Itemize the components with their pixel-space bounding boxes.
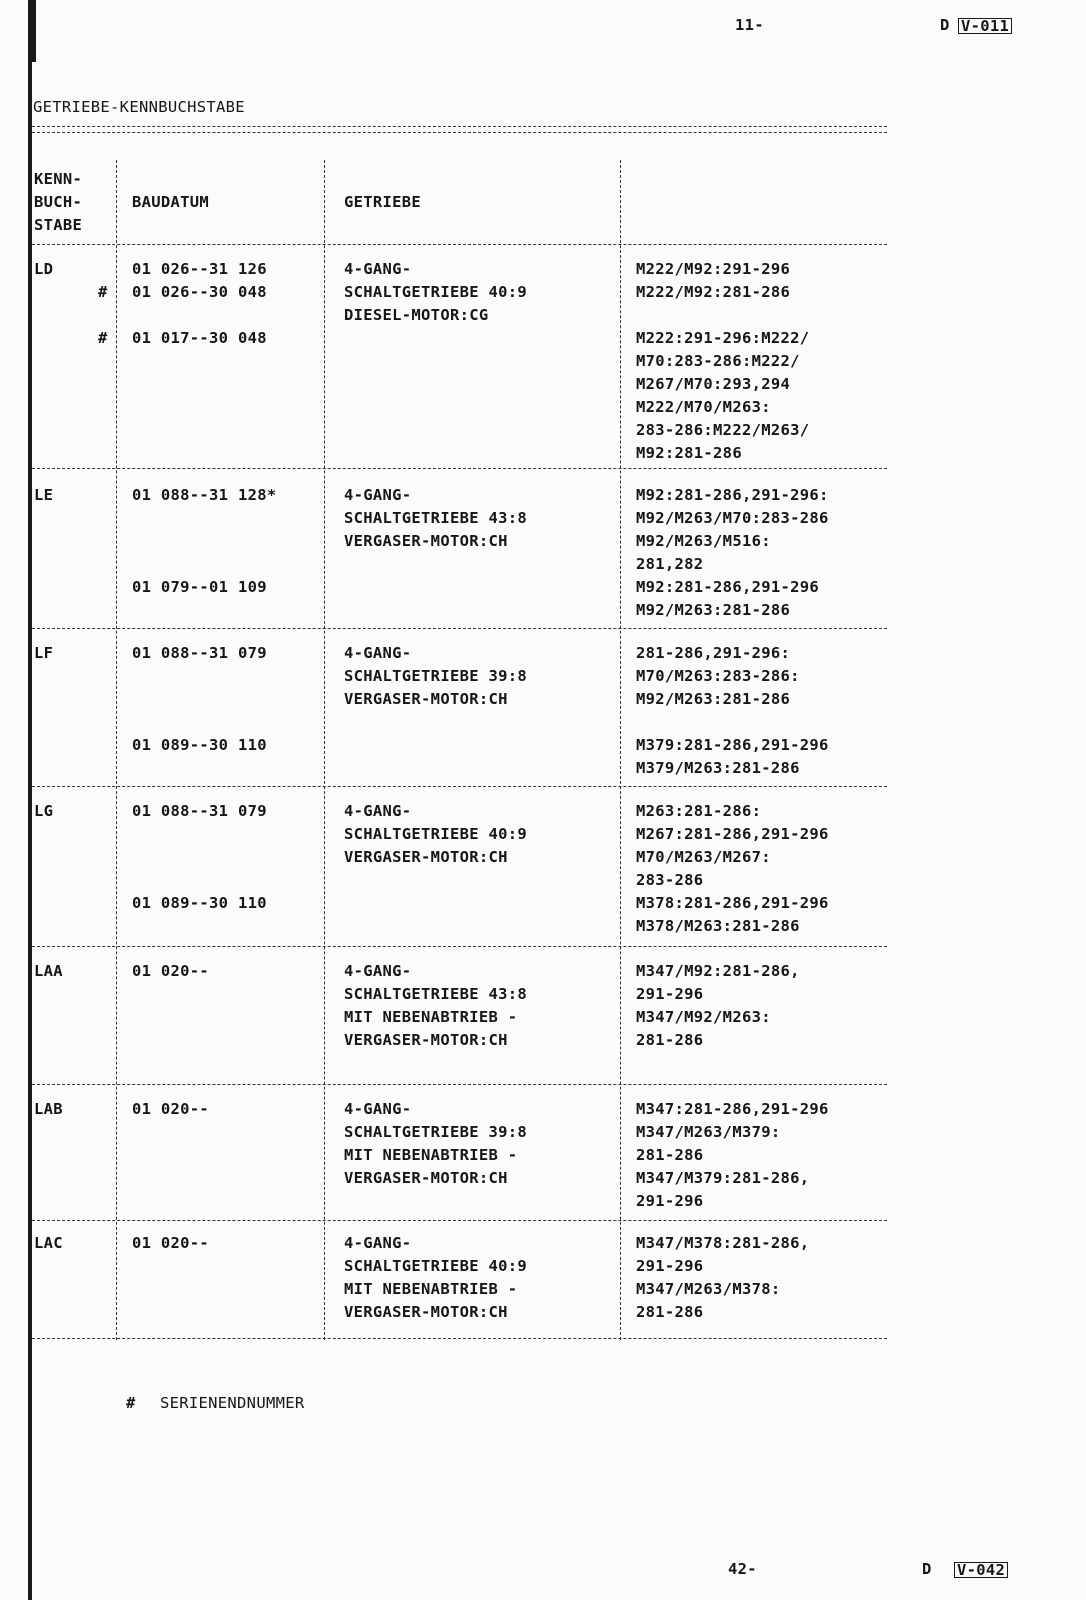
column-separator [324, 160, 325, 1340]
row-remarks: M92:281-286,291-296: M92/M263/M70:283-286 M92/M263/M516: 281,282 M92:281-286,291-296 M92/M263:281-286 [636, 486, 829, 619]
table-rule [32, 1338, 887, 1339]
page-title: GETRIEBE-KENNBUCHSTABE [33, 98, 245, 116]
row-code: LG [34, 802, 54, 820]
row-code: LE [34, 486, 54, 504]
page-reference-bottom: V-042 [954, 1562, 1008, 1578]
row-getriebe: 4-GANG- SCHALTGETRIEBE 43:8 VERGASER-MOTOR:CH [344, 486, 528, 550]
row-baudatum: 01 088--31 079 01 089--30 110 [132, 802, 267, 912]
row-code: LAC [34, 1234, 63, 1252]
column-separator [116, 160, 117, 1340]
table-rule [32, 786, 887, 787]
row-getriebe: 4-GANG- SCHALTGETRIEBE 40:9 VERGASER-MOTOR:CH [344, 802, 528, 866]
row-getriebe: 4-GANG- SCHALTGETRIEBE 43:8 MIT NEBENABTRIEB - VERGASER-MOTOR:CH [344, 962, 528, 1049]
row-baudatum: 01 020-- [132, 962, 210, 980]
row-getriebe: 4-GANG- SCHALTGETRIEBE 40:9 DIESEL-MOTOR:CG [344, 260, 528, 324]
row-remarks: 281-286,291-296: M70/M263:283-286: M92/M263:281-286 M379:281-286,291-296 M379/M263:281-286 [636, 644, 829, 777]
row-baudatum: 01 026--31 126 01 026--30 048 01 017--30 048 [132, 260, 267, 347]
page-number-bottom: 42- [728, 1560, 757, 1578]
header-baudatum: BAUDATUM [132, 193, 210, 211]
row-remarks: M347/M92:281-286, 291-296 M347/M92/M263: 281-286 [636, 962, 800, 1049]
table-rule [32, 468, 887, 469]
row-code: LAA [34, 962, 63, 980]
footnote-symbol: # [126, 1394, 136, 1412]
language-code-top: D [940, 16, 950, 34]
row-code: LD [34, 260, 54, 278]
row-remarks: M347/M378:281-286, 291-296 M347/M263/M378: 281-286 [636, 1234, 810, 1321]
row-baudatum: 01 088--31 128* 01 079--01 109 [132, 486, 277, 596]
row-baudatum: 01 088--31 079 01 089--30 110 [132, 644, 267, 754]
footnote-text: SERIENENDNUMMER [160, 1394, 305, 1412]
left-binding-edge [28, 0, 32, 1600]
header-kennbuchstabe: KENN- BUCH- STABE [34, 170, 83, 234]
title-double-rule [32, 126, 887, 133]
row-code: LAB [34, 1100, 63, 1118]
row-getriebe: 4-GANG- SCHALTGETRIEBE 39:8 VERGASER-MOTOR:CH [344, 644, 528, 708]
row-getriebe: 4-GANG- SCHALTGETRIEBE 40:9 MIT NEBENABTRIEB - VERGASER-MOTOR:CH [344, 1234, 528, 1321]
page-reference-top: V-011 [958, 18, 1012, 34]
left-binding-edge-top [30, 0, 36, 62]
table-rule [32, 1084, 887, 1085]
column-separator [620, 160, 621, 1340]
row-baudatum: 01 020-- [132, 1100, 210, 1118]
row-remarks: M347:281-286,291-296 M347/M263/M379: 281-286 M347/M379:281-286, 291-296 [636, 1100, 829, 1210]
row-code: LF [34, 644, 54, 662]
page-number-top: 11- [735, 16, 764, 34]
row-marks: # # [98, 283, 108, 347]
row-remarks: M263:281-286: M267:281-286,291-296 M70/M263/M267: 283-286 M378:281-286,291-296 M378/M263:281-286 [636, 802, 829, 935]
table-rule [32, 946, 887, 947]
language-code-bottom: D [922, 1560, 932, 1578]
row-remarks: M222/M92:291-296 M222/M92:281-286 M222:291-296:M222/ M70:283-286:M222/ M267/M70:293,294 M222/M70/M263: 283-286:M222/M263/ M92:281-286 [636, 260, 810, 462]
row-baudatum: 01 020-- [132, 1234, 210, 1252]
row-getriebe: 4-GANG- SCHALTGETRIEBE 39:8 MIT NEBENABTRIEB - VERGASER-MOTOR:CH [344, 1100, 528, 1187]
table-rule [32, 628, 887, 629]
header-getriebe: GETRIEBE [344, 193, 422, 211]
table-rule [32, 1220, 887, 1221]
table-rule [32, 244, 887, 245]
